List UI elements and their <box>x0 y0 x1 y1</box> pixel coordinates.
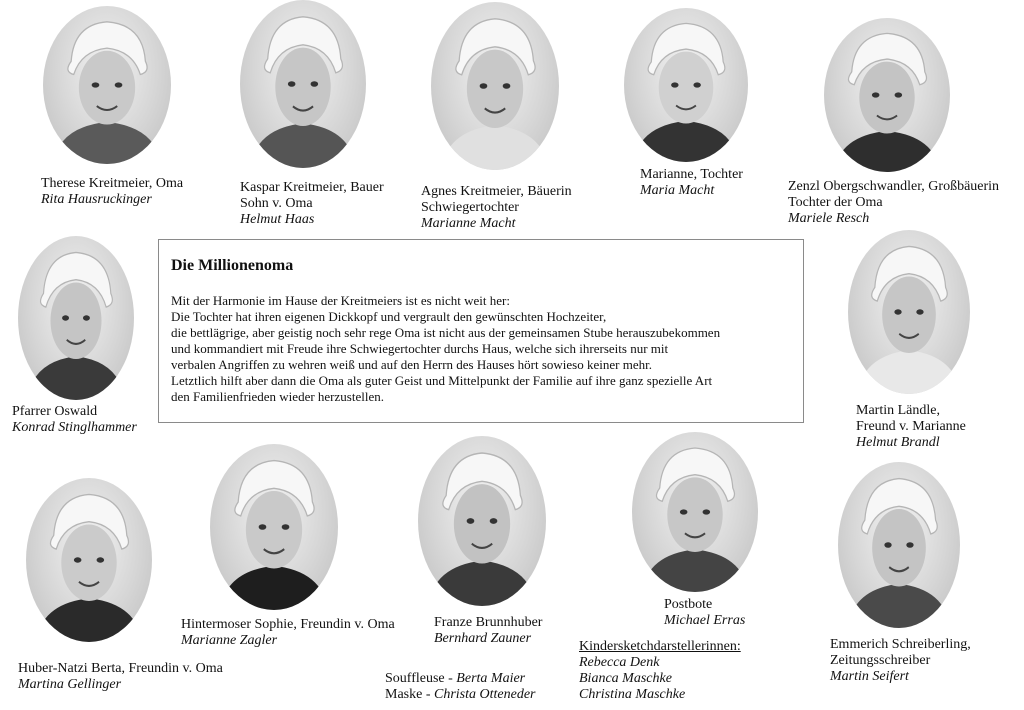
summary-line: den Familienfrieden wieder herzustellen. <box>171 389 384 404</box>
actor-name: Rita Hausruckinger <box>41 192 152 207</box>
caption-zenzl-obergschwandler <box>788 179 999 227</box>
role-label: Freund v. Marianne <box>856 419 966 434</box>
role-label: Zeitungsschreiber <box>830 653 931 668</box>
actor-name: Bernhard Zauner <box>434 631 532 646</box>
portrait-therese-kreitmeier <box>43 6 171 164</box>
role-label: Schwiegertochter <box>421 200 519 215</box>
portrait-martin-laendle <box>848 230 970 394</box>
actor-name: Helmut Haas <box>240 212 315 227</box>
portrait-huber-natzi-berta <box>26 478 152 642</box>
caption-marianne <box>640 167 743 199</box>
role-label: Emmerich Schreiberling, <box>830 637 971 652</box>
caption-franze-brunnhuber <box>434 615 542 647</box>
person-photo <box>431 2 559 170</box>
actor-name: Marianne Macht <box>421 216 516 231</box>
summary-box <box>158 239 804 423</box>
caption-therese-kreitmeier <box>41 176 183 208</box>
portrait-emmerich-schreiberling <box>838 462 960 628</box>
caption-postbote <box>664 597 745 629</box>
role-label: Pfarrer Oswald <box>12 404 98 419</box>
role-label: Agnes Kreitmeier, Bäuerin <box>421 184 572 199</box>
actor-name: Helmut Brandl <box>856 435 940 450</box>
role-label: Huber-Natzi Berta, Freundin v. Oma <box>18 661 223 676</box>
summary-line: verbalen Angriffen zu wehren weiß und auf den Herrn des Hauses hört sowieso keiner mehr. <box>171 357 652 372</box>
summary-line: Die Tochter hat ihren eigenen Dickkopf und vergrault den gewünschten Hochzeiter, <box>171 309 607 324</box>
child-name: Rebecca Denk <box>579 655 660 670</box>
role-label: Hintermoser Sophie, Freundin v. Oma <box>181 617 395 632</box>
actor-name: Mariele Resch <box>788 211 870 226</box>
person-photo <box>418 436 546 606</box>
role-label: Marianne, Tochter <box>640 167 743 182</box>
crew-role: Maske - <box>385 687 434 702</box>
portrait-franze-brunnhuber <box>418 436 546 606</box>
caption-hintermoser-sophie <box>181 617 395 649</box>
children-performers <box>579 639 741 703</box>
role-label: Tochter der Oma <box>788 195 883 210</box>
summary-line: und kommandiert mit Freude ihre Schwiegertochter durchs Haus, welche sich ihrerseits nur mit <box>171 341 669 356</box>
caption-agnes-kreitmeier <box>421 184 572 232</box>
portrait-kaspar-kreitmeier <box>240 0 366 168</box>
summary-line: Letztlich hilft aber dann die Oma als guter Geist und Mittelpunkt der Familie auf ihre ganz spezielle Art <box>171 373 713 388</box>
person-photo <box>43 6 171 164</box>
caption-huber-natzi-berta <box>18 661 223 693</box>
crew-role: Souffleuse - <box>385 671 457 686</box>
role-label: Sohn v. Oma <box>240 196 313 211</box>
crew-name: Berta Maier <box>456 671 526 686</box>
crew-name: Christa Otteneder <box>434 687 536 702</box>
child-name: Christina Maschke <box>579 687 686 702</box>
role-label: Martin Ländle, <box>856 403 940 418</box>
caption-pfarrer-oswald <box>12 404 137 436</box>
caption-kaspar-kreitmeier <box>240 180 384 228</box>
caption-emmerich-schreiberling <box>830 637 971 685</box>
person-photo <box>240 0 366 168</box>
caption-martin-laendle <box>856 403 966 451</box>
role-label: Therese Kreitmeier, Oma <box>41 176 184 191</box>
person-photo <box>210 444 338 610</box>
actor-name: Maria Macht <box>640 183 715 198</box>
actor-name: Marianne Zagler <box>181 633 278 648</box>
summary-line: die bettlägrige, aber geistig noch sehr rege Oma ist nicht aus der gemeinsamen Stube herauszubekommen <box>171 325 721 340</box>
summary-line: Mit der Harmonie im Hause der Kreitmeiers ist es nicht weit her: <box>171 293 510 308</box>
person-photo <box>18 236 134 400</box>
portrait-hintermoser-sophie <box>210 444 338 610</box>
role-label: Postbote <box>664 597 713 612</box>
children-heading: Kindersketchdarstellerinnen: <box>579 639 741 654</box>
person-photo <box>624 8 748 162</box>
actor-name: Martin Seifert <box>830 669 909 684</box>
portrait-postbote <box>632 432 758 592</box>
actor-name: Martina Gellinger <box>18 677 122 692</box>
role-label: Kaspar Kreitmeier, Bauer <box>240 180 384 195</box>
portrait-pfarrer-oswald <box>18 236 134 400</box>
play-title: Die Millionenoma <box>171 257 294 274</box>
person-photo <box>26 478 152 642</box>
child-name: Bianca Maschke <box>579 671 672 686</box>
actor-name: Konrad Stinglhammer <box>12 420 137 435</box>
person-photo <box>848 230 970 394</box>
person-photo <box>632 432 758 592</box>
role-label: Zenzl Obergschwandler, Großbäuerin <box>788 179 1000 194</box>
portrait-marianne <box>624 8 748 162</box>
actor-name: Michael Erras <box>664 613 746 628</box>
crew-list <box>385 671 536 703</box>
person-photo <box>824 18 950 172</box>
crew-maske <box>385 687 536 703</box>
portrait-zenzl-obergschwandler <box>824 18 950 172</box>
crew-souffleuse <box>385 671 536 687</box>
role-label: Franze Brunnhuber <box>434 615 543 630</box>
person-photo <box>838 462 960 628</box>
portrait-agnes-kreitmeier <box>431 2 559 170</box>
